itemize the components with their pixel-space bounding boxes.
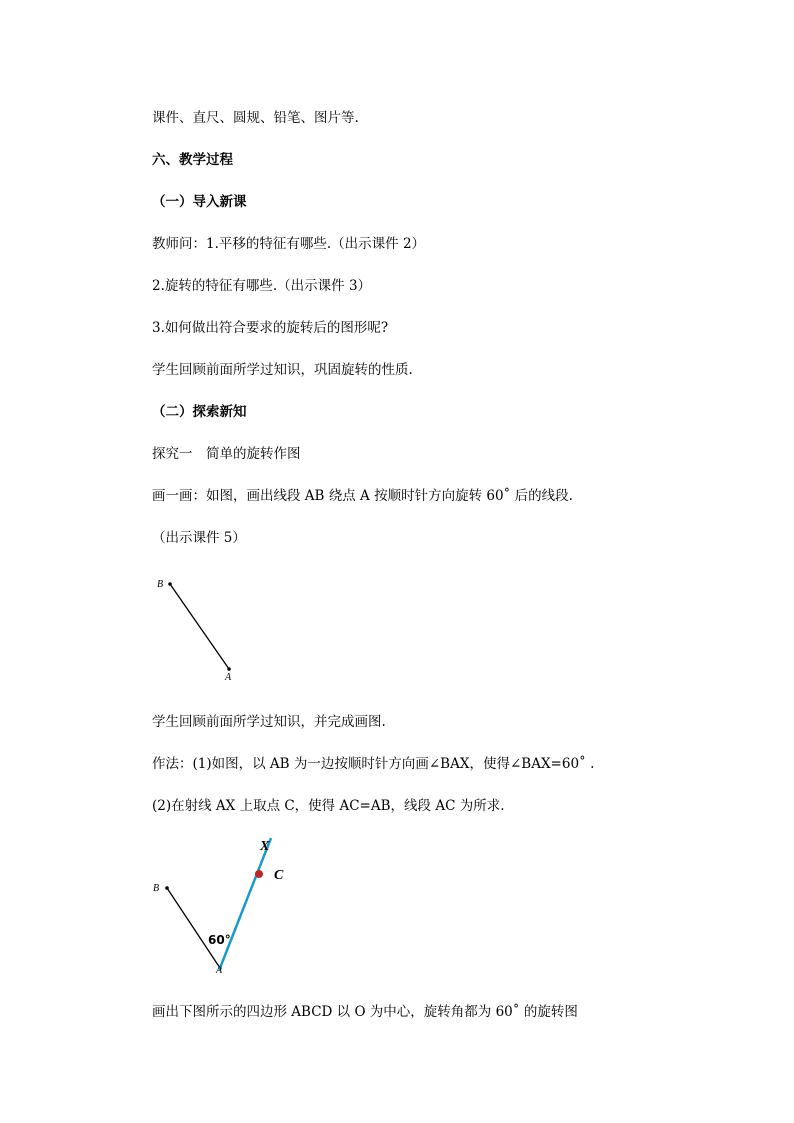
angle-label: 60° (208, 933, 231, 947)
label-a: A (216, 965, 223, 976)
label-b: B (157, 579, 164, 590)
text-line-teacher-question: 教师问：1.平移的特征有哪些.（出示课件 2） (152, 236, 426, 252)
text-line-how-to-draw: 3.如何做出符合要求的旋转后的图形呢? (152, 320, 389, 336)
text-line-explore-one: 探究一 简单的旋转作图 (152, 446, 301, 462)
text-line-student-draw: 学生回顾前面所学过知识，并完成画图. (152, 714, 386, 730)
section-heading-teaching-process: 六、教学过程 (152, 152, 233, 168)
point-b-dot (168, 582, 172, 586)
subsection-heading-explore: （二）探索新知 (152, 404, 247, 420)
text-line-rotation-features: 2.旋转的特征有哪些.（出示课件 3） (152, 278, 372, 294)
label-x: X (260, 839, 270, 854)
figure-segment-ab (150, 572, 250, 682)
segment-ab (167, 888, 220, 968)
point-a-dot (227, 667, 231, 671)
label-a: A (225, 672, 232, 683)
text-line-materials: 课件、直尺、圆规、铅笔、图片等. (152, 110, 359, 126)
text-line-quadrilateral-task: 画出下图所示的四边形 ABCD 以 O 为中心，旋转角都为 60˚ 的旋转图 (152, 1004, 578, 1020)
text-line-method-2: (2)在射线 AX 上取点 C，使得 AC=AB，线段 AC 为所求. (152, 798, 505, 814)
text-line-draw-task: 画一画：如图，画出线段 AB 绕点 A 按顺时针方向旋转 60˚ 后的线段. (152, 488, 573, 504)
figure-rotated-segment (150, 832, 310, 982)
text-line-method-1: 作法：(1)如图，以 AB 为一边按顺时针方向画∠BAX，使得∠BAX=60˚ . (152, 756, 595, 772)
segment-ab (170, 584, 229, 669)
text-line-review: 学生回顾前面所学过知识，巩固旋转的性质. (152, 362, 413, 378)
point-c-dot (255, 870, 263, 878)
ray-ax (220, 838, 271, 968)
label-c: C (274, 868, 284, 883)
point-b-dot (165, 886, 169, 890)
label-b: B (153, 883, 160, 894)
subsection-heading-intro: （一）导入新课 (152, 194, 247, 210)
text-line-courseware-5: （出示课件 5） (152, 530, 246, 546)
